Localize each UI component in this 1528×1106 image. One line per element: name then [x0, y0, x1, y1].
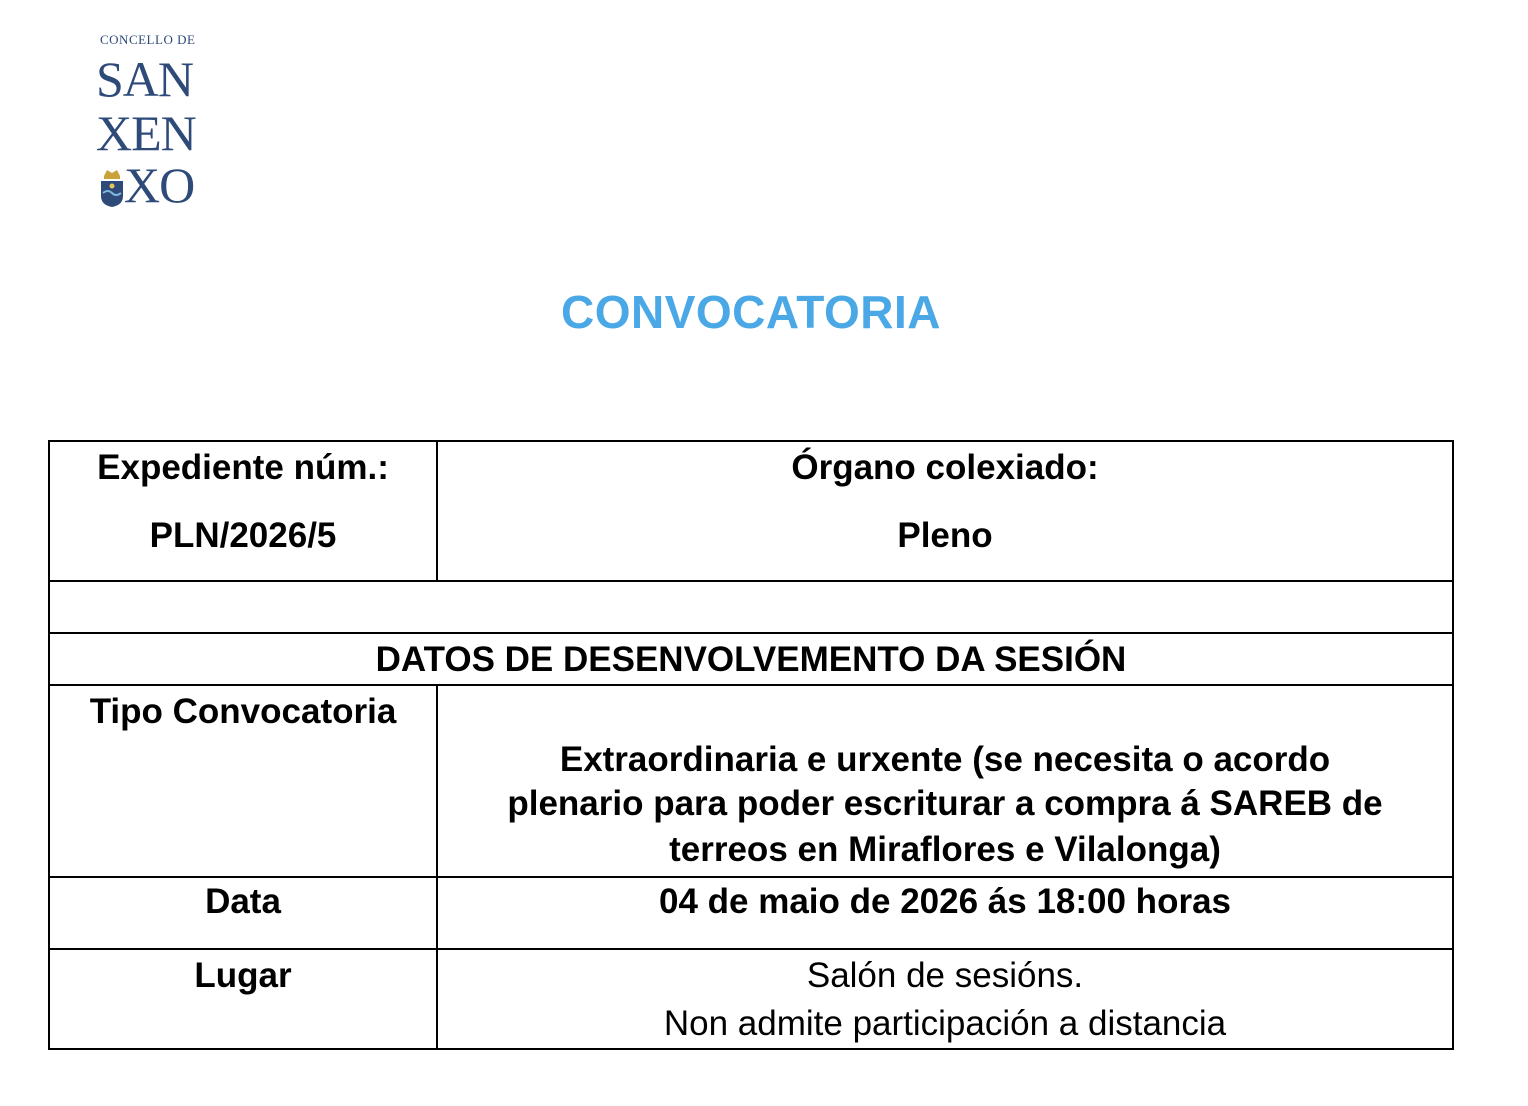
- logo-line-2: XEN: [96, 105, 196, 161]
- page-title: CONVOCATORIA: [561, 286, 941, 338]
- tipo-label: Tipo Convocatoria: [89, 692, 397, 731]
- row-divider: [50, 632, 1452, 634]
- row-divider: [50, 684, 1452, 686]
- tipo-value-line-3: terreos en Miraflores e Vilalonga): [669, 830, 1221, 869]
- lugar-value-line-2: Non admite participación a distancia: [663, 1004, 1227, 1043]
- row-divider: [50, 580, 1452, 582]
- organo-label: Órgano colexiado:: [791, 448, 1099, 487]
- crest-icon: [98, 166, 126, 208]
- data-value: 04 de maio de 2026 ás 18:00 horas: [659, 882, 1231, 921]
- tipo-value-line-2: plenario para poder escriturar a compra á SAREB de: [507, 784, 1383, 823]
- tipo-value-line-1: Extraordinaria e urxente (se necesita o acordo: [559, 740, 1331, 779]
- row-divider: [50, 948, 1452, 950]
- lugar-value-line-1: Salón de sesións.: [806, 956, 1084, 995]
- lugar-label: Lugar: [194, 956, 292, 995]
- data-label: Data: [205, 882, 281, 921]
- expediente-label: Expediente núm.:: [97, 448, 389, 487]
- logo-top-text: CONCELLO DE: [100, 32, 196, 47]
- expediente-value: PLN/2026/5: [149, 516, 337, 555]
- session-table: [48, 440, 1454, 1050]
- logo-concello-sanxenxo: [96, 30, 220, 214]
- section-header: DATOS DE DESENVOLVEMENTO DA SESIÓN: [375, 640, 1127, 679]
- logo-line-3: XO: [124, 157, 195, 213]
- row-divider: [50, 876, 1452, 878]
- logo-line-1: SAN: [96, 51, 194, 107]
- organo-value: Pleno: [897, 516, 993, 555]
